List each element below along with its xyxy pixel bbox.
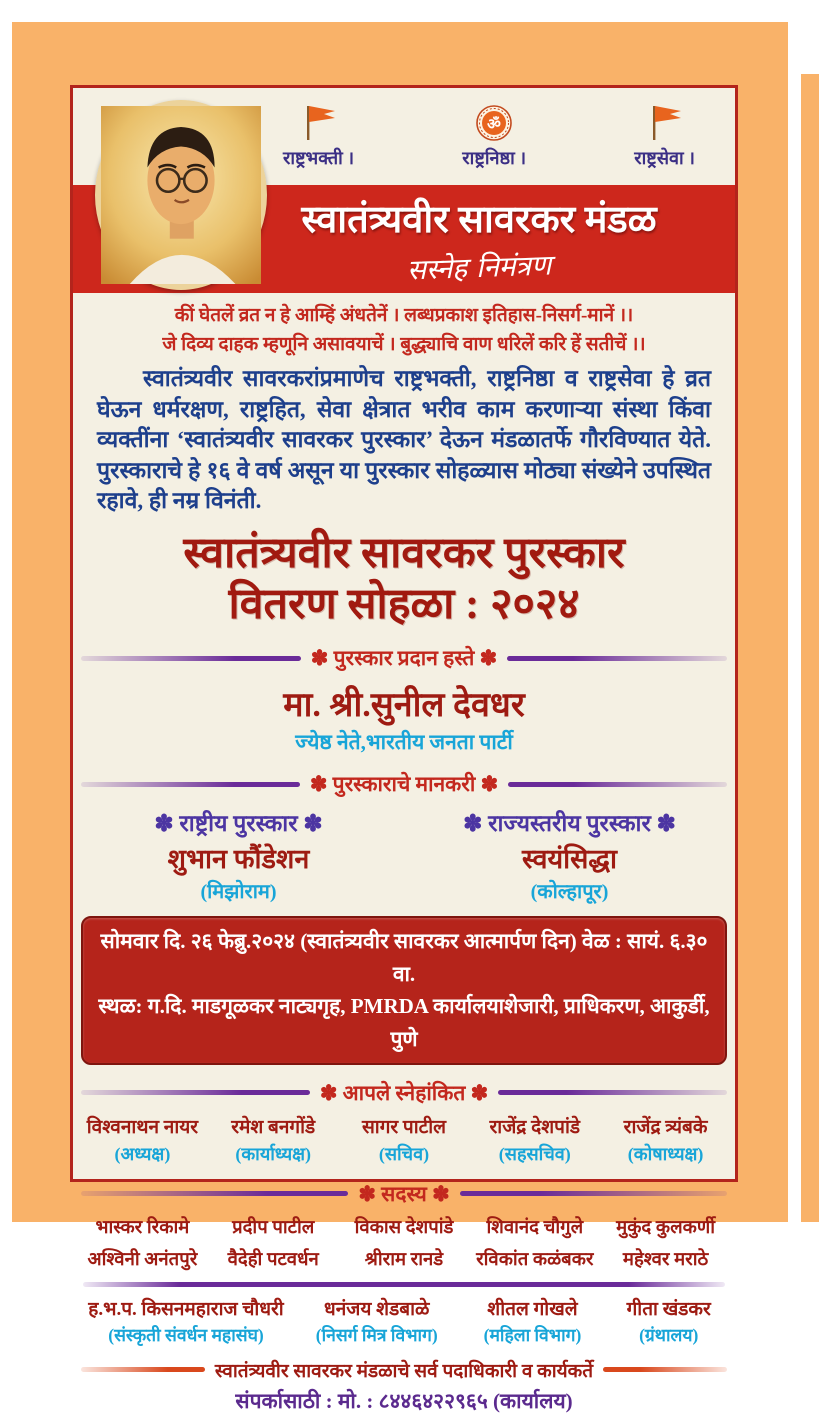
officer-name: राजेंद्र त्र्यंबके <box>623 1116 708 1138</box>
contact-phone: संपर्कासाठी : मो. : ८४४६४२२९६५ (कार्यालय) <box>235 1388 573 1413</box>
officer <box>339 1113 470 1166</box>
svg-text:ॐ: ॐ <box>487 117 502 133</box>
section-heading: ✽ आपले स्नेहांकित ✽ <box>319 1080 489 1105</box>
motto-label: राष्ट्रभक्ती । <box>283 148 355 168</box>
divider-line <box>507 656 727 661</box>
officer <box>208 1113 339 1166</box>
date-venue-banner <box>81 916 727 1064</box>
officers-row <box>77 1113 731 1166</box>
member-name: श्रीराम रानडे <box>364 1249 444 1270</box>
divider-line <box>81 656 301 661</box>
presenter-designation: ज्येष्ठ नेते,भारतीय जनता पार्टी <box>295 730 513 755</box>
award-category: ✽ राज्यस्तरीय पुरस्कार ✽ <box>463 811 676 837</box>
om-emblem-icon <box>462 98 526 144</box>
department-head <box>459 1295 607 1347</box>
motto-badge-seva <box>634 98 695 185</box>
department-label: (संस्कृती संवर्धन महासंघ) <box>108 1324 264 1345</box>
officer-name: सागर पाटील <box>361 1116 447 1138</box>
saffron-flag-icon <box>283 98 354 144</box>
invitation-script-text: सस्नेह निमंत्रण <box>406 248 552 287</box>
department-head-name: धनंजय शेडबाळे <box>324 1298 430 1320</box>
section-signatories-divider <box>81 1079 727 1107</box>
member-name: शिवानंद चौगुले <box>486 1217 584 1238</box>
department-head-name: शीतल गोखले <box>487 1298 578 1320</box>
divider-line <box>83 1282 725 1287</box>
officer-role: (सचिव) <box>378 1143 430 1164</box>
member-name: प्रदीप पाटील <box>232 1217 315 1238</box>
event-title-line-2: वितरण सोहळा : २०२४ <box>228 580 580 628</box>
divider-line <box>81 1090 310 1095</box>
awardee-name: स्वयंसिद्धा <box>522 844 617 875</box>
section-members-divider <box>81 1180 727 1208</box>
award-category: ✽ राष्ट्रीय पुरस्कार ✽ <box>154 811 323 837</box>
department-heads-row <box>77 1295 731 1347</box>
member-name: विकास देशपांडे <box>354 1217 454 1238</box>
member-name: अश्विनी अनंतपुरे <box>87 1249 198 1270</box>
motto-badge-nishtha <box>462 98 526 185</box>
invitation-card <box>70 85 738 1413</box>
department-label: (महिला विभाग) <box>483 1324 582 1345</box>
event-datetime: सोमवार दि. २६ फेब्रु.२०२४ (स्वातंत्र्यवीर सावरकर आत्मार्पण दिन) वेळ : सायं. ६.३० वा. <box>100 929 708 986</box>
member-name: महेश्वर मराठे <box>622 1249 709 1270</box>
section-awardees-divider <box>81 770 727 798</box>
divider-line <box>498 1090 727 1095</box>
members-grid <box>77 1214 731 1271</box>
presenter-name: मा. श्री.सुनील देवधर <box>283 687 525 725</box>
divider-line <box>81 1367 205 1372</box>
department-head-name: ह.भ.प. किसनमहाराज चौधरी <box>88 1298 284 1320</box>
officer-name: राजेंद्र देशपांडे <box>489 1116 581 1138</box>
event-location: स्थळ: ग.दि. माडगूळकर नाट्यगृह, PMRDA कार्यालयाशेजारी, प्राधिकरण, आकुर्डी, पुणे <box>98 994 710 1051</box>
organization-name: स्वातंत्र्यवीर सावरकर मंडळ <box>301 199 657 241</box>
officer-role: (सहसचिव) <box>498 1143 571 1164</box>
member-name: रविकांत कळंबकर <box>476 1249 594 1270</box>
saffron-flag-icon <box>634 98 695 144</box>
member-name: भास्कर रिकामे <box>95 1217 190 1238</box>
divider-line <box>81 1191 348 1196</box>
verse-line-1: कीं घेतलें व्रत न हे आम्हिं अंधतेनें । लब्धप्रकाश इतिहास-निसर्ग-मानें ।। <box>174 305 634 326</box>
department-head <box>606 1295 731 1347</box>
department-label: (ग्रंथालय) <box>639 1324 699 1345</box>
officer <box>77 1113 208 1166</box>
divider-line <box>460 1191 727 1196</box>
awardee-place: (मिझोराम) <box>200 881 277 904</box>
section-heading: ✽ पुरस्कार प्रदान हस्ते ✽ <box>310 646 498 671</box>
divider-line <box>603 1367 727 1372</box>
event-title-line-1: स्वातंत्र्यवीर सावरकर पुरस्कार <box>183 529 625 577</box>
department-label: (निसर्ग मित्र विभाग) <box>315 1324 438 1345</box>
section-heading: ✽ सदस्य ✽ <box>358 1181 450 1206</box>
motto-badge-bhakti <box>283 98 354 185</box>
officer <box>600 1113 731 1166</box>
card-header <box>73 88 735 293</box>
officer-role: (अध्यक्ष) <box>114 1143 171 1164</box>
awardee-national <box>73 806 404 904</box>
savarkar-portrait <box>95 100 267 290</box>
intro-paragraph: स्वातंत्र्यवीर सावरकरांप्रमाणेच राष्ट्रभक्ती, राष्ट्रनिष्ठा व राष्ट्रसेवा हे व्रत घेऊन धर्मरक्षण, राष्ट्रहित, सेवा क्षेत्रात भरीव काम करणाऱ्या संस्था किंवा व्यक्तींना ‘स्वातंत्र्यवीर सावरकर पुरस्कार’ देऊन मंडळातर्फे गौरविण्यात येते. पुरस्काराचे हे १६ वे वर्ष असून या पुरस्कार सोहळ्यास मोठ्या संख्येने उपस्थित रहावे, ही नम्र विनंती. <box>97 366 711 514</box>
officer-role: (कार्याध्यक्ष) <box>235 1143 312 1164</box>
awardee-name: शुभान फौंडेशन <box>167 844 310 875</box>
officer-name: विश्वनाथन नायर <box>86 1116 199 1138</box>
verse-line-2: जे दिव्य दाहक म्हणूनि असावयाचें । बुद्ध्याचि वाण धरिलें करि हें सतीचें ।। <box>162 333 646 355</box>
department-head <box>295 1295 459 1347</box>
officer <box>469 1113 600 1166</box>
awardee-state <box>404 806 735 904</box>
department-head <box>77 1295 295 1347</box>
event-title <box>73 529 735 630</box>
all-members-note: स्वातंत्र्यवीर सावरकर मंडळाचे सर्व पदाधिकारी व कार्यकर्ते <box>214 1360 594 1382</box>
motto-label: राष्ट्रसेवा । <box>634 148 695 168</box>
section-presenter-divider <box>81 644 727 672</box>
section-heading: ✽ पुरस्काराचे मानकरी ✽ <box>309 772 499 797</box>
adjacent-page-edge <box>801 74 819 1222</box>
member-name: मुकुंद कुलकर्णी <box>616 1217 716 1238</box>
officer-name: रमेश बनगोंडे <box>231 1116 316 1138</box>
all-members-note-divider <box>81 1357 727 1383</box>
motto-label: राष्ट्रनिष्ठा । <box>462 148 527 168</box>
awardee-place: (कोल्हापूर) <box>530 881 609 904</box>
divider-line <box>508 782 727 787</box>
member-name: वैदेही पटवर्धन <box>227 1249 319 1270</box>
invocation-verse <box>73 302 735 359</box>
officer-role: (कोषाध्यक्ष) <box>627 1143 704 1164</box>
divider-line <box>81 782 300 787</box>
department-head-name: गीता खंडकर <box>626 1298 711 1320</box>
awardees-row <box>73 806 735 904</box>
